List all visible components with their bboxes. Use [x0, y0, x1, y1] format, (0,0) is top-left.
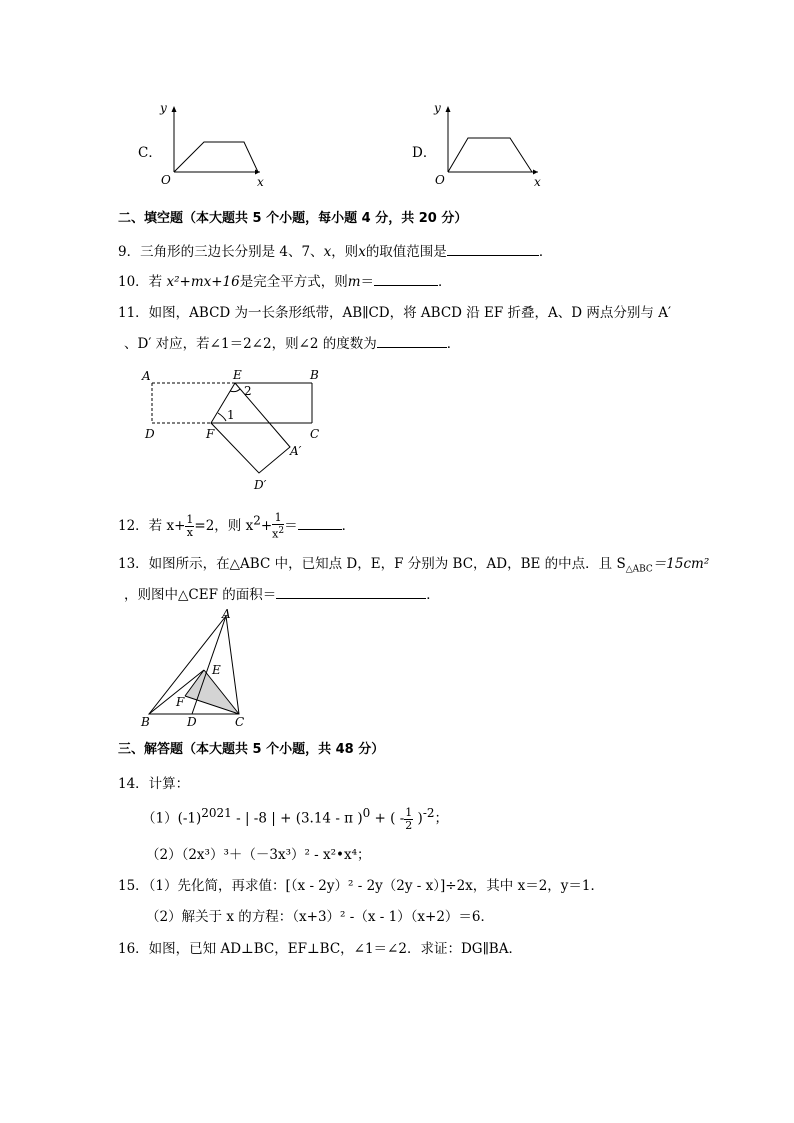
- question-15-part-2: （2）解关于 x 的方程：（x+3）² -（x - 1）（x+2）＝6．: [146, 909, 495, 925]
- svg-text:C: C: [235, 715, 245, 729]
- question-14-part-1: $(1)(-1)^{2021}$ - | -8 | + (3.14 - π )$^0$ + ( - $\frac{1}{2}$ )$^{-2}$；: [142, 805, 449, 832]
- q10-answer-blank[interactable]: [374, 271, 438, 286]
- q11-figure: [140, 365, 330, 495]
- option-d-y-label: y: [434, 101, 441, 115]
- option-c-origin: O: [161, 173, 171, 187]
- question-13-line-2: ，则图中△CEF 的面积＝ ．: [124, 583, 440, 603]
- svg-text:D′: D′: [254, 478, 267, 492]
- option-c-label: C．: [138, 145, 162, 161]
- option-c-graph: [160, 100, 270, 190]
- question-11-line-1: 11．如图，ABCD 为一长条形纸带，AB∥CD，将 ABCD 沿 EF 折叠，A、D 两点分别与 A′: [118, 305, 672, 321]
- question-9: 9．三角形的三边长分别是 4、7、x，则x的取值范围是 ．: [118, 240, 552, 260]
- question-15-part-1: 15．（1）先化简，再求值：[（x - 2y）² - 2y（2y - x）]÷2x，其中 x＝2，y＝1．: [118, 878, 604, 894]
- section-3-title: 三、解答题（本大题共 5 个小题，共 48 分）: [118, 742, 385, 757]
- q11-answer-blank[interactable]: [377, 333, 447, 348]
- svg-text:2: 2: [244, 384, 252, 398]
- svg-text:A′: A′: [290, 444, 302, 458]
- question-16: 16．如图，已知 AD⊥BC，EF⊥BC，∠1＝∠2．求证：DG∥BA．: [118, 941, 522, 957]
- svg-text:A: A: [222, 607, 231, 621]
- svg-text:D: D: [187, 715, 197, 729]
- option-d-label: D．: [412, 145, 437, 161]
- svg-text:1: 1: [227, 408, 235, 422]
- svg-text:E: E: [233, 368, 242, 382]
- svg-text:C: C: [310, 427, 320, 441]
- svg-text:E: E: [212, 663, 221, 677]
- question-10: 10．若 x²+mx+16是完全平方式，则m＝ ．: [118, 270, 452, 290]
- section-2-title: 二、填空题（本大题共 5 个小题，每小题 4 分，共 20 分）: [118, 211, 468, 226]
- svg-text:F: F: [206, 427, 215, 441]
- svg-text:B: B: [310, 368, 319, 382]
- option-d-origin: O: [435, 173, 445, 187]
- option-d-graph: [434, 100, 544, 190]
- svg-text:F: F: [176, 695, 185, 709]
- q13-answer-blank[interactable]: [276, 584, 426, 599]
- question-14-part-2: （2）（2x³）³＋（－3x³）² - x²•x⁴；: [146, 847, 371, 863]
- q12-answer-blank[interactable]: [298, 515, 342, 530]
- option-d-x-label: x: [534, 175, 541, 189]
- q9-answer-blank[interactable]: [447, 241, 539, 256]
- svg-text:D: D: [145, 427, 155, 441]
- svg-text:B: B: [141, 715, 150, 729]
- svg-text:A: A: [142, 369, 151, 383]
- question-12: 12．若 x+ $\frac{1}{x}$ =2，则 $x^2+$ $\frac{1}{x^2}$ ＝ ．: [118, 511, 356, 541]
- q13-figure: [140, 608, 260, 733]
- question-14-title: 14．计算：: [118, 776, 190, 792]
- option-c-x-label: x: [257, 175, 264, 189]
- question-13-line-1: 13．如图所示，在△ABC 中，已知点 D，E，F 分别为 BC，AD，BE 的中点．且 $S_{\triangle ABC}=15cm^2$: [118, 556, 710, 575]
- option-c-y-label: y: [160, 101, 167, 115]
- question-11-line-2: 、D′ 对应，若∠1＝2∠2，则∠2 的度数为 ．: [124, 332, 460, 352]
